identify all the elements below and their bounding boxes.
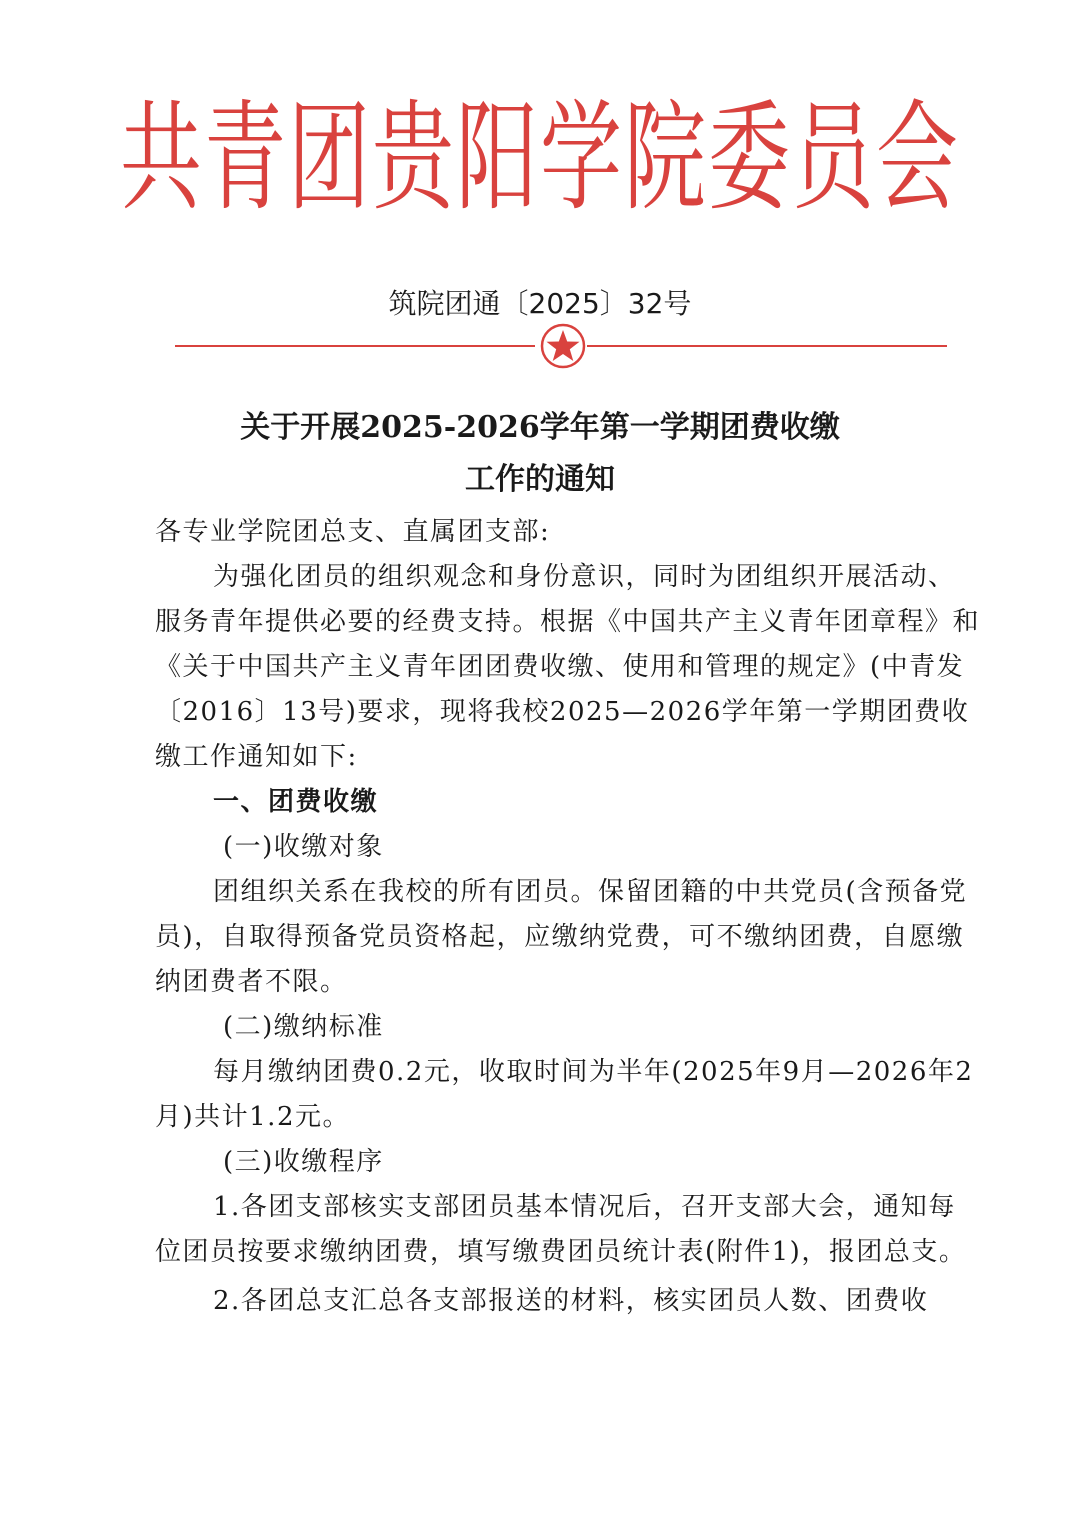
subsection-heading-1: (一)收缴对象 — [223, 832, 384, 862]
notice-body — [155, 510, 980, 1324]
title-line-2: 工作的通知 — [465, 462, 615, 497]
red-divider — [175, 322, 947, 372]
title-line-1: 关于开展2025-2026学年第一学期团费收缴 — [240, 410, 840, 445]
subsection-text-1: 团组织关系在我校的所有团员。保留团籍的中共党员(含预备党员)，自取得预备党员资格起，应缴纳党费，可不缴纳团费，自愿缴纳团费者不限。 — [155, 877, 968, 997]
salutation: 各专业学院团总支、直属团支部: — [155, 517, 551, 547]
star-emblem-icon — [539, 322, 587, 370]
subsection-text-2: 每月缴纳团费0.2元，收取时间为半年(2025年9月—2026年2月)共计1.2元。 — [155, 1057, 974, 1132]
document-number: 筑院团通〔2025〕32号 — [388, 287, 692, 320]
notice-title — [0, 402, 1080, 506]
procedure-step-2: 2.各团总支汇总各支部报送的材料，核实团员人数、团费收 — [213, 1286, 929, 1316]
intro-paragraph: 为强化团员的组织观念和身份意识，同时为团组织开展活动、服务青年提供必要的经费支持。根据《中国共产主义青年团章程》和《关于中国共产主义青年团团费收缴、使用和管理的规定》(中青发〔2016〕13号)要求，现将我校2025—2026学年第一学期团费收缴工作通知如下: — [155, 562, 981, 772]
divider-line-left — [175, 345, 535, 347]
subsection-heading-3: (三)收缴程序 — [223, 1147, 384, 1177]
divider-line-right — [587, 345, 947, 347]
subsection-heading-2: (二)缴纳标准 — [223, 1012, 384, 1042]
section-heading-1: 一、团费收缴 — [213, 787, 379, 817]
org-masthead: 共青团贵阳学院委员会 — [119, 89, 960, 228]
procedure-step-1: 1.各团支部核实支部团员基本情况后，召开支部大会，通知每位团员按要求缴纳团费，填写缴费团员统计表(附件1)，报团总支。 — [155, 1192, 967, 1267]
